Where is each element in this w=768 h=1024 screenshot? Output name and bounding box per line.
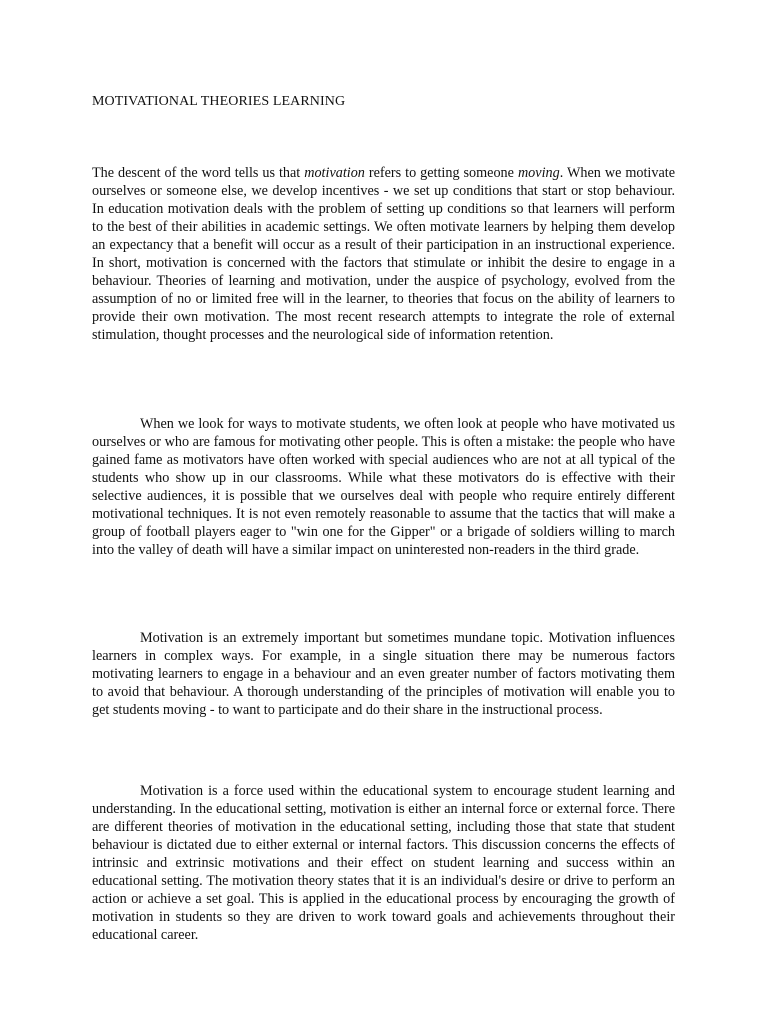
paragraph-educational-force: Motivation is a force used within the educational system to encourage student learning and understanding. In the educational setting, motivation is either an internal force or external force. There are different theories of motivation in the educational setting, including those that state that student behaviour is dictated due to either external or internal factors. This discussion concerns the effects of intrinsic and extrinsic motivations and their effect on student learning and success within an educational setting. The motivation theory states that it is an individual's desire or drive to perform an action or achieve a set goal. This is applied in the educational process by encouraging the growth of motivation in students so they are driven to work toward goals and achievements throughout their educational career. [92,783,675,943]
paragraph-importance: Motivation is an extremely important but sometimes mundane topic. Motivation influences learners in complex ways. For example, in a single situation there may be numerous factors motivating learners to engage in a behaviour and an even greater number of factors motivating them to avoid that behaviour. A thorough understanding of the principles of motivation will enable you to get students moving - to want to participate and do their share in the instructional process. [92,630,675,718]
paragraph-intro [92,164,675,344]
paragraph-intro-text-b: refers to getting someone [364,165,518,181]
document-page [92,0,675,1024]
paragraph-intro-emphasis-motivation: motivation [304,165,365,181]
paragraph-intro-emphasis-moving: moving [517,165,560,181]
paragraph-intro-text-a: The descent of the word tells us that [92,165,305,181]
paragraph-motivators: When we look for ways to motivate students, we often look at people who have motivated us ourselves or who are famous for motivating other people. This is often a mistake: the people who have gained fame as motivators have often worked with special audiences who are not at all typical of the students who show up in our classrooms. While what these motivators do is effective with their selective audiences, it is possible that we ourselves deal with people who require entirely different motivational techniques. It is not even remotely reasonable to assume that the tactics that will make a group of football players eager to "win one for the Gipper" or a brigade of soldiers willing to march into the valley of death will have a similar impact on uninterested non-readers in the third grade. [92,416,675,558]
paragraph-intro-text-c: . When we motivate ourselves or someone else, we develop incentives - we set up conditions that start or stop behaviour. In education motivation deals with the problem of setting up conditions so that learners will perform to the best of their abilities in academic settings. We often motivate learners by helping them develop an expectancy that a benefit will occur as a result of their participation in an instructional experience. In short, motivation is concerned with the factors that stimulate or inhibit the desire to engage in a behaviour. Theories of learning and motivation, under the auspice of psychology, evolved from the assumption of no or limited free will in the learner, to theories that focus on the ability of learners to provide their own motivation. The most recent research attempts to integrate the role of external stimulation, thought processes and the neurological side of information retention. [92,165,675,343]
document-title: MOTIVATIONAL THEORIES LEARNING [92,94,346,109]
